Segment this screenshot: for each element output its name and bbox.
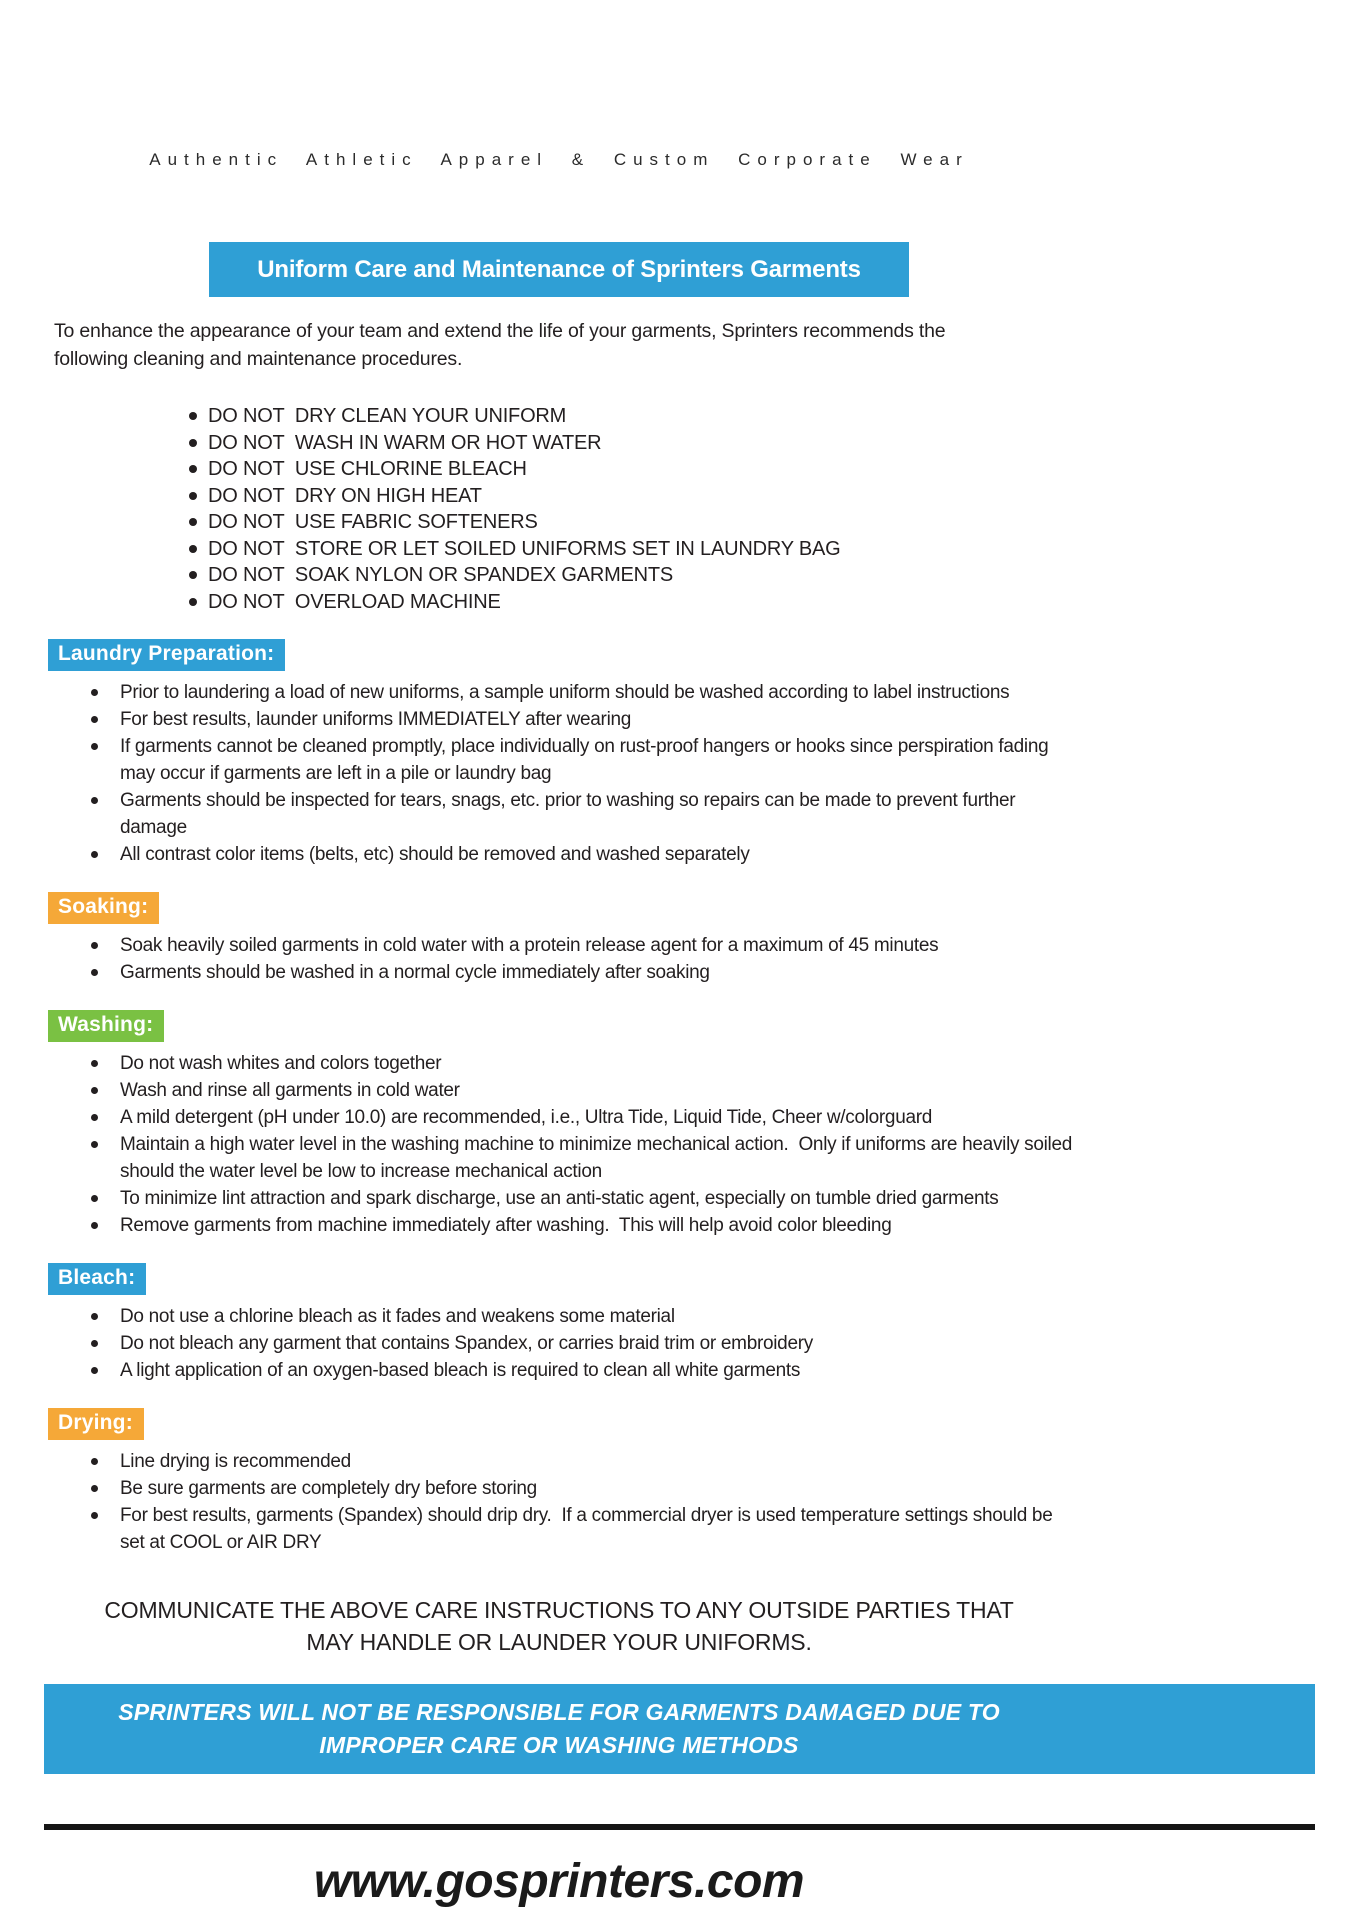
do-not-item: DO NOT OVERLOAD MACHINE (208, 589, 1074, 616)
do-not-item: DO NOT USE FABRIC SOFTENERS (208, 509, 1074, 536)
document-title: Uniform Care and Maintenance of Sprinters Garments (257, 256, 861, 283)
do-not-item: DO NOT SOAK NYLON OR SPANDEX GARMENTS (208, 562, 1074, 589)
bullet-item: Garments should be washed in a normal cycle immediately after soaking (120, 959, 1075, 986)
intro-paragraph: To enhance the appearance of your team and extend the life of your garments, Sprinters recommends the following cleaning and maintenance procedures. (54, 320, 946, 370)
section-bullet-list (44, 679, 1075, 868)
section-bleach (44, 1263, 1074, 1384)
bullet-item: A mild detergent (pH under 10.0) are recommended, i.e., Ultra Tide, Liquid Tide, Cheer w/colorguard (120, 1104, 1075, 1131)
bullet-item: A light application of an oxygen-based bleach is required to clean all white garments (120, 1357, 1075, 1384)
section-bullet-list (44, 932, 1075, 986)
disclaimer-line-2: IMPROPER CARE OR WASHING METHODS (319, 1732, 799, 1758)
brand-tagline: Authentic Athletic Apparel & Custom Corporate Wear (149, 150, 969, 169)
bullet-item: Wash and rinse all garments in cold water (120, 1077, 1075, 1104)
disclaimer-text (44, 1696, 1074, 1762)
section-soaking (44, 892, 1074, 986)
bullet-item: To minimize lint attraction and spark discharge, use an anti-static agent, especially on tumble dried garments (120, 1185, 1075, 1212)
bullet-item: Do not bleach any garment that contains Spandex, or carries braid trim or embroidery (120, 1330, 1075, 1357)
communicate-line-2: MAY HANDLE OR LAUNDER YOUR UNIFORMS. (306, 1629, 812, 1655)
section-label: Drying: (48, 1408, 144, 1440)
bullet-item: For best results, garments (Spandex) should drip dry. If a commercial dryer is used temperature settings should be set at COOL or AIR DRY (120, 1502, 1075, 1556)
bullet-item: If garments cannot be cleaned promptly, place individually on rust-proof hangers or hooks since perspiration fading may occur if garments are left in a pile or laundry bag (120, 733, 1075, 787)
bullet-item: Maintain a high water level in the washing machine to minimize mechanical action. Only if uniforms are heavily soiled should the water level be low to increase mechanical action (120, 1131, 1075, 1185)
section-label: Washing: (48, 1010, 164, 1042)
bullet-item: Prior to laundering a load of new uniforms, a sample uniform should be washed according to label instructions (120, 679, 1075, 706)
do-not-item: DO NOT DRY ON HIGH HEAT (208, 483, 1074, 510)
do-not-item: DO NOT USE CHLORINE BLEACH (208, 456, 1074, 483)
bullet-item: Garments should be inspected for tears, snags, etc. prior to washing so repairs can be made to prevent further damage (120, 787, 1075, 841)
communicate-note (44, 1594, 1074, 1658)
section-laundry-preparation (44, 639, 1074, 868)
section-bullet-list (44, 1050, 1078, 1239)
care-sections (44, 639, 1078, 1556)
bullet-item: Do not use a chlorine bleach as it fades and weakens some material (120, 1303, 1075, 1330)
do-not-item: DO NOT WASH IN WARM OR HOT WATER (208, 430, 1074, 457)
bullet-item: Do not wash whites and colors together (120, 1050, 1075, 1077)
bullet-item: Soak heavily soiled garments in cold water with a protein release agent for a maximum of 45 minutes (120, 932, 1075, 959)
bullet-item: Be sure garments are completely dry before storing (120, 1475, 1075, 1502)
section-label: Bleach: (48, 1263, 146, 1295)
disclaimer-line-1: SPRINTERS WILL NOT BE RESPONSIBLE FOR GARMENTS DAMAGED DUE TO (118, 1699, 1000, 1725)
document-title-banner (209, 242, 909, 297)
bullet-item: Remove garments from machine immediately after washing. This will help avoid color bleeding (120, 1212, 1075, 1239)
do-not-list (44, 403, 1074, 615)
section-washing (44, 1010, 1078, 1239)
bullet-item: Line drying is recommended (120, 1448, 1075, 1475)
section-bullet-list (44, 1303, 1075, 1384)
divider-line (44, 1824, 1315, 1830)
do-not-item: DO NOT DRY CLEAN YOUR UNIFORM (208, 403, 1074, 430)
disclaimer-banner (44, 1684, 1315, 1774)
website-link[interactable]: www.gosprinters.com (313, 1855, 805, 1908)
section-drying (44, 1408, 1074, 1556)
section-label: Laundry Preparation: (48, 639, 285, 671)
communicate-line-1: COMMUNICATE THE ABOVE CARE INSTRUCTIONS TO ANY OUTSIDE PARTIES THAT (104, 1597, 1014, 1623)
section-bullet-list (44, 1448, 1075, 1556)
do-not-item: DO NOT STORE OR LET SOILED UNIFORMS SET IN LAUNDRY BAG (208, 536, 1074, 563)
bullet-item: For best results, launder uniforms IMMEDIATELY after wearing (120, 706, 1075, 733)
bullet-item: All contrast color items (belts, etc) should be removed and washed separately (120, 841, 1075, 868)
section-label: Soaking: (48, 892, 159, 924)
